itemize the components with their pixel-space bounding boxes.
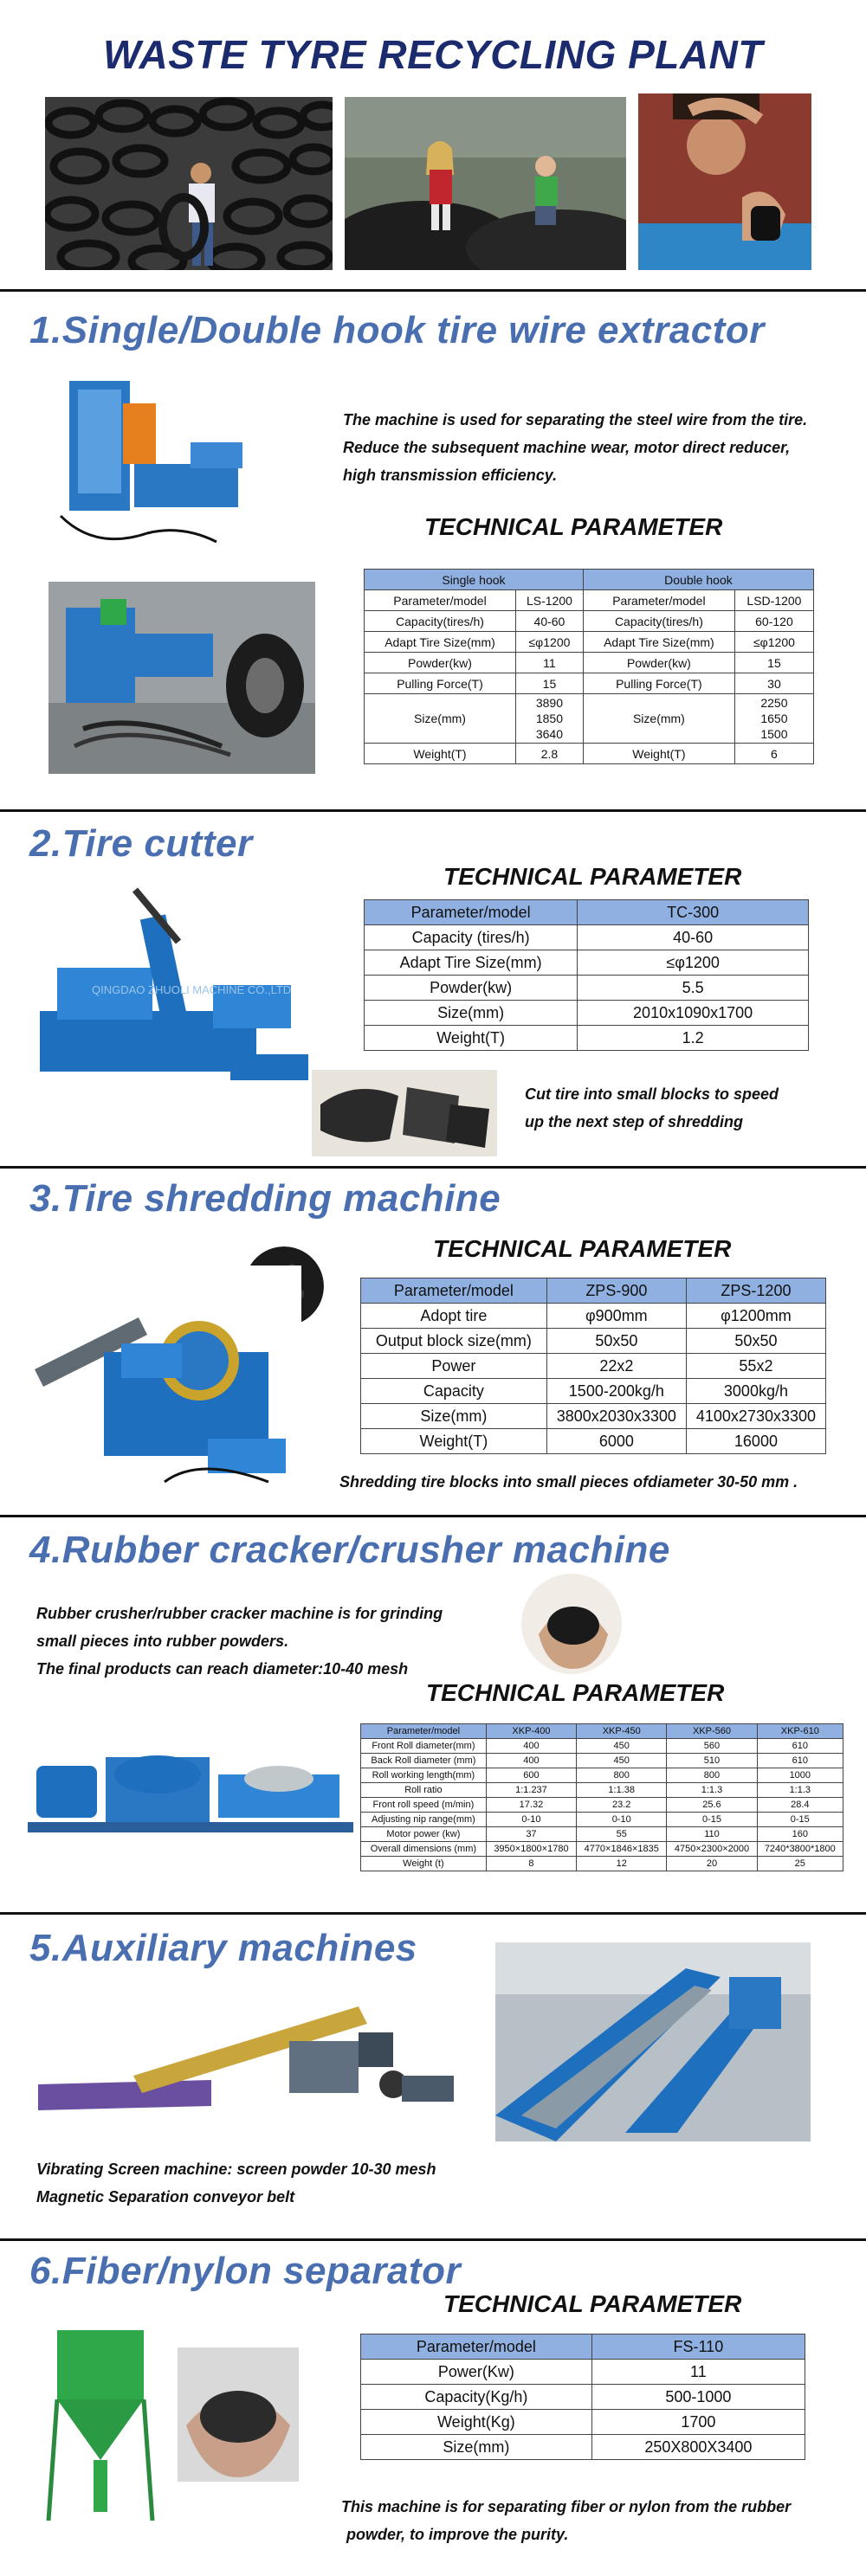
table-cell: Adapt Tire Size(mm) [583,632,734,653]
table-cell: Capacity [361,1379,547,1404]
table-cell: 110 [667,1827,757,1842]
section-1-heading: 1.Single/Double hook tire wire extractor [29,309,765,351]
table-header: Parameter/model [361,1724,487,1739]
table-cell: 55 [577,1827,667,1842]
table-cell: 4750×2300×2000 [667,1842,757,1857]
section-6-heading: 6.Fiber/nylon separator [29,2250,462,2292]
table-cell: LSD-1200 [734,590,813,611]
table-cell: 1:1.237 [486,1783,576,1798]
section-2-heading: 2.Tire cutter [29,822,253,865]
desc-line: Vibrating Screen machine: screen powder 10-30 mesh [36,2161,436,2178]
section-4-heading: 4.Rubber cracker/crusher machine [29,1529,670,1571]
table-cell: 4770×1846×1835 [577,1842,667,1857]
table-cell: 160 [757,1827,843,1842]
table-cell: 1:1.38 [577,1783,667,1798]
table-row [361,1354,826,1379]
table-header: Parameter/model [361,1278,547,1304]
table-row [365,1001,809,1026]
table-cell: ≤φ1200 [578,950,809,976]
vibrating-screen-photo [29,1980,481,2128]
divider [0,289,866,292]
table-cell: φ900mm [546,1304,686,1329]
section-3-tech-title: TECHNICAL PARAMETER [433,1235,732,1262]
table-cell: ≤φ1200 [734,632,813,653]
table-row [361,1827,843,1842]
table-cell: Size(mm) [365,694,516,744]
table-row [365,590,814,611]
table-cell: Size(mm) [361,2435,592,2460]
table-cell: 2250 1650 1500 [734,694,813,744]
table-cell: Front Roll diameter(mm) [361,1739,487,1754]
table-cell: Pulling Force(T) [365,673,516,694]
table-row [361,1429,826,1454]
page-title: WASTE TYRE RECYCLING PLANT [103,32,763,77]
table-cell: 3800x2030x3300 [546,1404,686,1429]
desc-line: Magnetic Separation conveyor belt [36,2188,295,2206]
tire-shredder-photo [35,1265,301,1506]
table-cell: Weight(T) [583,744,734,764]
table-cell: 22x2 [546,1354,686,1379]
table-cell: Adapt Tire Size(mm) [365,950,578,976]
table-cell: 2.8 [515,744,583,764]
rubber-powder-hand-photo [638,93,811,270]
tire-cutter-photo [31,881,313,1104]
table-cell: 450 [577,1739,667,1754]
desc-line: Rubber crusher/rubber cracker machine is for grinding [36,1605,443,1622]
table-cell: 600 [486,1768,576,1783]
table-cell: Capacity(tires/h) [583,611,734,632]
table-cell: Weight(T) [365,1026,578,1051]
table-cell: 37 [486,1827,576,1842]
table-cell: Capacity(Kg/h) [361,2385,592,2410]
table-cell: Size(mm) [583,694,734,744]
table-row [361,1754,843,1768]
table-row [361,1329,826,1354]
table-cell: 250X800X3400 [591,2435,805,2460]
table-cell: Roll working length(mm) [361,1768,487,1783]
table-cell: Weight(T) [365,744,516,764]
section-3-description: Shredding tire blocks into small pieces ofdiameter 30-50 mm . [339,1473,798,1491]
table-row [361,1304,826,1329]
divider [0,1912,866,1915]
table-cell: Weight(T) [361,1429,547,1454]
table-row [361,1842,843,1857]
table-cell: 4100x2730x3300 [686,1404,825,1429]
section-5-description [36,2155,521,2211]
table-header: TC-300 [578,900,809,925]
table-cell: Powder(kw) [365,976,578,1001]
nylon-fiber-sample-photo [178,2347,299,2482]
table-cell: Adapt Tire Size(mm) [365,632,516,653]
table-row [365,1026,809,1051]
desc-line: small pieces into rubber powders. [36,1633,289,1650]
section-4-table [360,1723,843,1871]
section-4-description [36,1600,521,1683]
table-row [365,653,814,673]
desc-line: high transmission efficiency. [343,467,558,484]
section-3-heading: 3.Tire shredding machine [29,1177,501,1220]
wire-extractor-workshop-photo [48,582,315,774]
table-cell: Overall dimensions (mm) [361,1842,487,1857]
table-row [361,1379,826,1404]
table-cell: 2010x1090x1700 [578,1001,809,1026]
table-cell: Back Roll diameter (mm) [361,1754,487,1768]
table-cell: 400 [486,1739,576,1754]
table-header: ZPS-900 [546,1278,686,1304]
table-cell: 40-60 [578,925,809,950]
table-cell: 60-120 [734,611,813,632]
section-1-description [343,406,845,489]
table-header: XKP-450 [577,1724,667,1739]
table-header: ZPS-1200 [686,1278,825,1304]
watermark-text: QINGDAO ZHUOLI MACHINE CO.,LTD [92,983,292,996]
table-cell: 6000 [546,1429,686,1454]
table-cell: 11 [515,653,583,673]
fiber-separator-photo [40,2322,163,2529]
table-cell: Size(mm) [365,1001,578,1026]
table-cell: 40-60 [515,611,583,632]
table-row [361,1783,843,1798]
table-header: XKP-560 [667,1724,757,1739]
table-cell: Capacity(tires/h) [365,611,516,632]
table-cell: Parameter/model [583,590,734,611]
table-cell: 25 [757,1857,843,1871]
table-row [361,2410,805,2435]
table-row [365,976,809,1001]
cut-tire-blocks-photo [312,1070,497,1156]
table-cell: Front roll speed (m/min) [361,1798,487,1813]
desc-line: Reduce the subsequent machine wear, motor direct reducer, [343,439,791,456]
table-cell: Power(Kw) [361,2360,592,2385]
table-cell: 50x50 [686,1329,825,1354]
table-cell: 15 [734,653,813,673]
table-cell: 800 [577,1768,667,1783]
table-cell: 610 [757,1739,843,1754]
table-row [361,2360,805,2385]
desc-line: This machine is for separating fiber or nylon from the rubber [341,2498,792,2515]
table-header: Parameter/model [361,2334,592,2360]
divider [0,809,866,812]
table-cell: 510 [667,1754,757,1768]
divider [0,1515,866,1517]
desc-line: The final products can reach diameter:10-40 mesh [36,1660,409,1678]
table-cell: 0-10 [577,1813,667,1827]
table-cell: Adjusting nip range(mm) [361,1813,487,1827]
desc-line: Cut tire into small blocks to speed [525,1085,779,1103]
table-row [365,925,809,950]
table-row [365,744,814,764]
table-cell: 1:1.3 [667,1783,757,1798]
table-cell: 11 [591,2360,805,2385]
desc-line: up the next step of shredding [525,1113,744,1130]
table-cell: Weight (t) [361,1857,487,1871]
section-1-tech-title: TECHNICAL PARAMETER [424,513,723,540]
section-1-table [364,569,814,764]
table-cell: 15 [515,673,583,694]
table-cell: 12 [577,1857,667,1871]
table-cell: Adopt tire [361,1304,547,1329]
rubber-powder-hand-icon-photo [521,1574,622,1674]
table-cell: 400 [486,1754,576,1768]
table-cell: 560 [667,1739,757,1754]
table-cell: 23.2 [577,1798,667,1813]
table-cell: 610 [757,1754,843,1768]
table-header: XKP-610 [757,1724,843,1739]
table-cell: 25.6 [667,1798,757,1813]
table-cell: Capacity (tires/h) [365,925,578,950]
table-row [365,632,814,653]
table-cell: Output block size(mm) [361,1329,547,1354]
table-row [361,1813,843,1827]
tire-pile-photo [45,97,333,270]
section-2-description [525,1080,854,1136]
section-5-heading: 5.Auxiliary machines [29,1927,417,1969]
table-row [361,1768,843,1783]
table-cell: LS-1200 [515,590,583,611]
table-cell: Size(mm) [361,1404,547,1429]
table-row [361,1739,843,1754]
table-cell: Parameter/model [365,590,516,611]
table-cell: 3950×1800×1780 [486,1842,576,1857]
desc-line: powder, to improve the purity. [346,2526,569,2543]
table-header: Parameter/model [365,900,578,925]
table-cell: 1500-200kg/h [546,1379,686,1404]
table-cell: Roll ratio [361,1783,487,1798]
table-row [365,950,809,976]
table-cell: Motor power (kw) [361,1827,487,1842]
table-header: FS-110 [591,2334,805,2360]
table-cell: Pulling Force(T) [583,673,734,694]
table-cell: 7240*3800*1800 [757,1842,843,1857]
table-row [365,673,814,694]
section-6-tech-title: TECHNICAL PARAMETER [443,2290,742,2317]
table-cell: 55x2 [686,1354,825,1379]
table-cell: 30 [734,673,813,694]
table-header: XKP-400 [486,1724,576,1739]
table-cell: 16000 [686,1429,825,1454]
magnetic-conveyor-photo [495,1942,811,2141]
divider [0,1166,866,1169]
rubber-cracker-photo [28,1740,353,1840]
table-row [361,1404,826,1429]
table-row [361,2385,805,2410]
section-6-description [341,2493,861,2548]
table-cell: ≤φ1200 [515,632,583,653]
divider [0,2238,866,2241]
table-row [361,1857,843,1871]
table-cell: Weight(Kg) [361,2410,592,2435]
section-6-table [360,2334,805,2460]
table-row [365,611,814,632]
table-cell: 28.4 [757,1798,843,1813]
table-cell: 1:1.3 [757,1783,843,1798]
table-cell: Powder(kw) [365,653,516,673]
table-cell: 20 [667,1857,757,1871]
table-cell: 1.2 [578,1026,809,1051]
table-cell: 450 [577,1754,667,1768]
table-cell: Power [361,1354,547,1379]
table-header: Single hook [365,570,584,590]
table-row [361,2435,805,2460]
table-cell: φ1200mm [686,1304,825,1329]
table-cell: 500-1000 [591,2385,805,2410]
table-cell: 5.5 [578,976,809,1001]
table-row [365,694,814,744]
wire-extractor-photo [52,369,253,549]
section-3-table [360,1278,826,1454]
kids-on-tires-photo [345,97,626,270]
table-cell: 50x50 [546,1329,686,1354]
table-cell: Powder(kw) [583,653,734,673]
table-cell: 0-10 [486,1813,576,1827]
table-cell: 6 [734,744,813,764]
table-cell: 17.32 [486,1798,576,1813]
table-cell: 8 [486,1857,576,1871]
table-cell: 1700 [591,2410,805,2435]
table-cell: 800 [667,1768,757,1783]
table-cell: 1000 [757,1768,843,1783]
table-header: Double hook [583,570,813,590]
section-2-table [364,899,809,1051]
section-4-tech-title: TECHNICAL PARAMETER [426,1679,725,1706]
section-2-tech-title: TECHNICAL PARAMETER [443,863,742,890]
table-row [361,1798,843,1813]
table-cell: 3890 1850 3640 [515,694,583,744]
desc-line: The machine is used for separating the steel wire from the tire. [343,411,808,428]
table-cell: 0-15 [757,1813,843,1827]
table-cell: 0-15 [667,1813,757,1827]
table-cell: 3000kg/h [686,1379,825,1404]
